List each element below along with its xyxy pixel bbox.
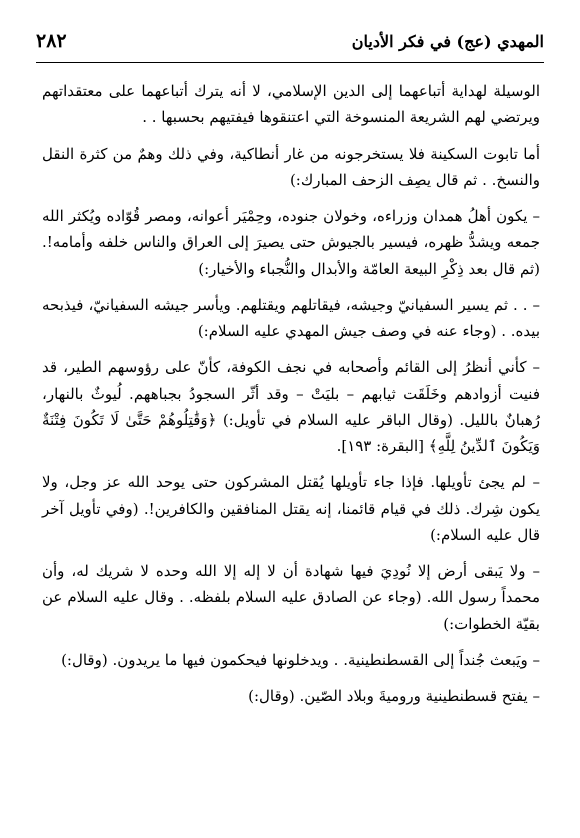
- paragraph: – يفتح قسطنطينية وروميةَ وبلاد الصّين. (وقال:): [248, 687, 540, 705]
- paragraph: – ولا يَبقى أرض إلا نُودِيَ فيها شهادة أن لا إله إلا الله وحده لا شريك له، وأن محمداً رسول الله. (وجاء عن الصادق عليه السلام بلفظه. . وقال عليه السلام عن بقيّة الخطوات:): [42, 562, 540, 633]
- paragraph: – ويَبعث جُنداً إلى القسطنطينية. . ويدخلونها فيحكمون فيها ما يريدون. (وقال:): [61, 650, 540, 669]
- paragraph: – كأني أنظرُ إلى القائم وأصحابه في نجف الكوفة، كأنّ على رؤوسهم الطير، قد فنيت أزوادهم وخَلَقَت ثيابهم – بليَتْ – وقد أثّر السجودُ بجباههم. لُيوثٌ بالنهار، رُهبانٌ بالليل. (وقال الباقر عليه السلام في تأويل:) ﴿وَقَٰتِلُوهُمْ حَتَّىٰ لَا تَكُونَ فِتْنَةٌ وَيَكُونَ ٱلدِّينُ لِلَّهِ﴾ [البقرة: ١٩٣].: [42, 358, 540, 455]
- paragraph: – لم يجئ تأويلها. فإذا جاء تأويلها يُقتل المشركون حتى يوحد الله عز وجل، ولا يكون شِرك. ذلك في قيام قائمنا، إنه يقتل المنافقين والكافرين!. (وفي تأويل آخر قال عليه السلام:): [42, 473, 540, 544]
- page-number: ٢٨٢: [36, 30, 67, 52]
- paragraph: الوسيلة لهداية أتباعهما إلى الدين الإسلامي، لا أنه يترك أتباعهما على معتقداتهم ويرتضي لهم الشريعة المنسوخة التي اعتنقوها فيفتيهم بحسبها . .: [42, 82, 540, 127]
- page-body: [42, 78, 540, 719]
- running-header: [36, 28, 544, 63]
- paragraph: – . . ثم يسير السفيانيّ وجيشه، فيقاتلهم ويقتلهم. ويأسر جيشه السفيانيّ، فيذبحه بيده. . (وجاء عنه في وصف جيش المهدي عليه السلام:): [42, 295, 540, 340]
- header-title: المهدي (عج) في فكر الأديان: [351, 32, 544, 51]
- paragraph: أما تابوت السكينة فلا يستخرجونه من غار أنطاكية، وفي ذلك وهمٌ من كثرة النقل والنسخ. . ثم قال يصِف الزحف المبارك:): [42, 144, 540, 189]
- paragraph: – يكون أهلُ همدان وزراءه، وخولان جنوده، وحِمْيَر أعوانه، ومصر قُوّاده ويُكثر الله جمعه ويشدُّ ظهره، فيسير بالجيوش حتى يصيرَ إلى العراق والناس خلفه وأمامه!. (ثم قال بعد ذِكْرِ البيعة العامّة والأبدال والنُّجباء والأخيار:): [42, 207, 540, 278]
